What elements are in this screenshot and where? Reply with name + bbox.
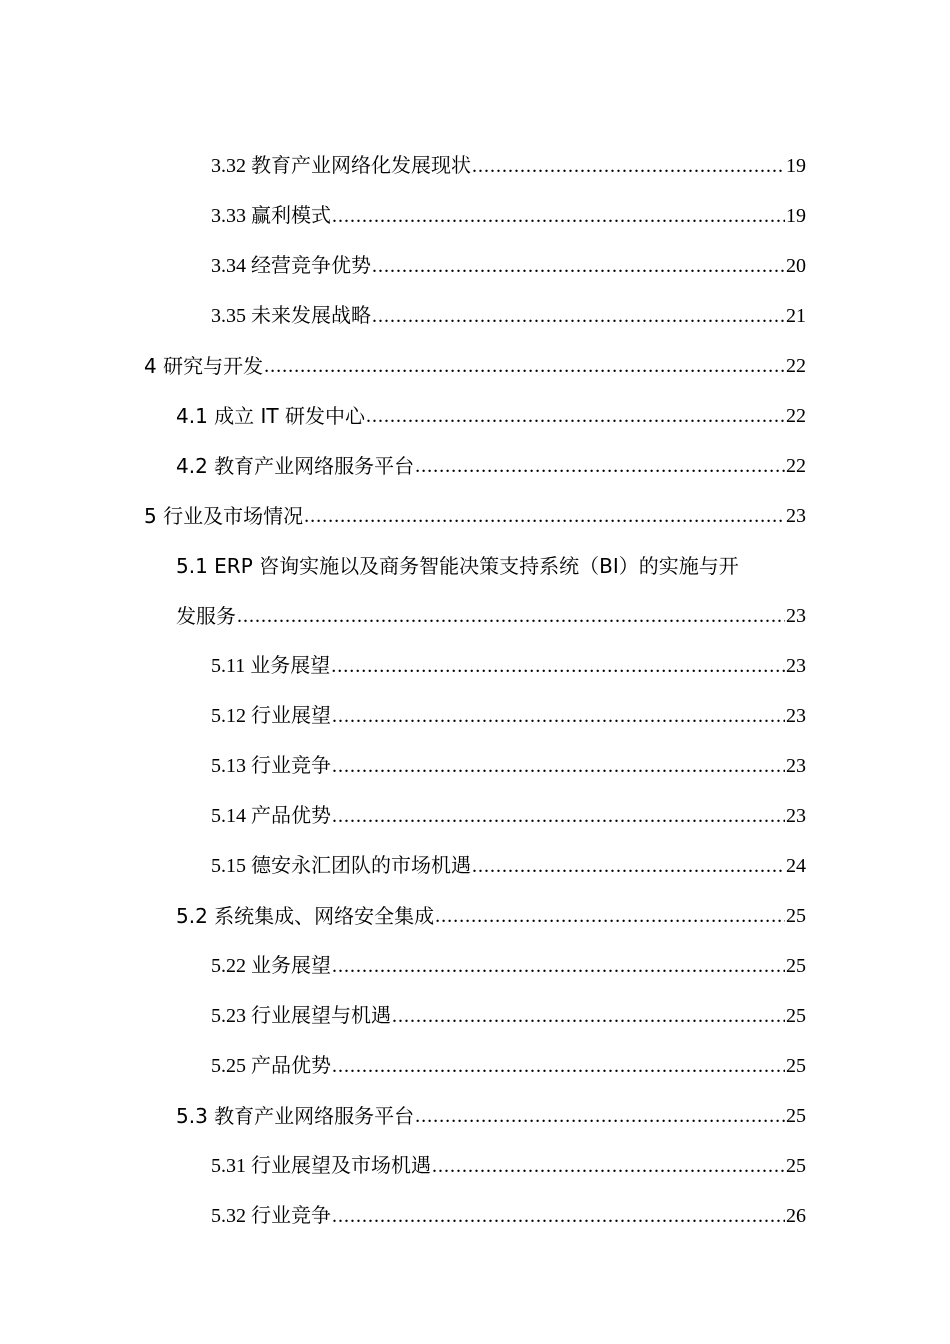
toc-entry[interactable] [211,680,806,730]
toc-entry-title: 3.33 赢利模式 [211,205,331,227]
toc-entry-page: 24 [786,855,806,877]
toc-entry-wrapped-first-line[interactable] [176,530,806,580]
toc-entry-title: 3.35 未来发展战略 [211,305,371,327]
toc-entry-title-line2: 发服务 [176,604,236,628]
dot-leader [415,1102,785,1130]
toc-entry[interactable] [211,630,806,680]
toc-entry-title: 3.32 教育产业网络化发展现状 [211,155,471,177]
toc-entry-page: 23 [786,805,806,827]
dot-leader [264,352,785,380]
toc-entry-page: 21 [786,305,806,327]
toc-entry-page: 19 [786,205,806,227]
dot-leader [472,852,785,880]
dot-leader [372,252,785,280]
toc-entry-page: 22 [786,455,806,477]
dot-leader [304,502,785,530]
toc-entry-title: 5.25 产品优势 [211,1055,331,1077]
toc-entry[interactable] [211,980,806,1030]
dot-leader [237,602,785,630]
toc-entry-page: 25 [786,1005,806,1027]
dot-leader [435,902,785,930]
toc-entry[interactable] [211,180,806,230]
dot-leader [332,202,785,230]
toc-entry-title: 5.11 业务展望 [211,655,331,677]
dot-leader [332,952,785,980]
toc-entry-title: 5.23 行业展望与机遇 [211,1005,391,1027]
dot-leader [332,752,785,780]
toc-entry[interactable] [176,1080,806,1130]
toc-entry-title: 5.3 教育产业网络服务平台 [176,1104,415,1128]
toc-entry-page: 19 [786,155,806,177]
toc-entry-title: 5.13 行业竞争 [211,755,331,777]
dot-leader [332,702,785,730]
toc-entry[interactable] [176,380,806,430]
toc-entry-wrapped-second-line[interactable] [176,580,806,630]
toc-entry[interactable] [176,430,806,480]
toc-entry-title: 5.22 业务展望 [211,955,331,977]
dot-leader [332,1052,785,1080]
toc-entry-title: 5.2 系统集成、网络安全集成 [176,904,435,928]
toc-entry[interactable] [211,280,806,330]
toc-entry-page: 23 [786,755,806,777]
toc-entry-page: 22 [786,405,806,427]
toc-entry-page: 23 [786,605,806,627]
dot-leader [432,1152,785,1180]
toc-entry[interactable] [211,830,806,880]
toc-entry-title: 5.31 行业展望及市场机遇 [211,1155,431,1177]
toc-entry[interactable] [211,130,806,180]
dot-leader [472,152,785,180]
toc-entry[interactable] [176,880,806,930]
toc-entry-page: 25 [786,905,806,927]
toc-entry-title: 5 行业及市场情况 [144,504,304,528]
toc-entry-title: 5.14 产品优势 [211,805,331,827]
toc-entry[interactable] [211,1180,806,1230]
toc-entry-page: 23 [786,655,806,677]
toc-entry-page: 23 [786,505,806,527]
toc-entry-title: 4 研究与开发 [144,354,264,378]
dot-leader [392,1002,785,1030]
toc-entry-page: 25 [786,1155,806,1177]
toc-entry-page: 25 [786,955,806,977]
dot-leader [332,1202,785,1230]
toc-entry[interactable] [211,1030,806,1080]
toc-entry-page: 26 [786,1205,806,1227]
toc-entry-chapter[interactable] [144,330,806,380]
toc-entry-title: 3.34 经营竞争优势 [211,255,371,277]
toc-entry[interactable] [211,1130,806,1180]
dot-leader [331,652,785,680]
toc-entry-title: 4.1 成立 IT 研发中心 [176,404,365,428]
toc-entry[interactable] [211,730,806,780]
toc-entry[interactable] [211,780,806,830]
dot-leader [415,452,785,480]
toc-entry[interactable] [211,230,806,280]
toc-entry[interactable] [211,930,806,980]
dot-leader [332,802,785,830]
toc-entry-page: 25 [786,1105,806,1127]
dot-leader [366,402,785,430]
toc-entry-title: 5.32 行业竞争 [211,1205,331,1227]
toc-entry-page: 25 [786,1055,806,1077]
toc-entry-title: 5.12 行业展望 [211,705,331,727]
dot-leader [372,302,785,330]
toc-entry-page: 23 [786,705,806,727]
toc-entry-title-line1: 5.1 ERP 咨询实施以及商务智能决策支持系统（BI）的实施与开 [176,554,739,578]
toc-entry-page: 22 [786,355,806,377]
toc-entry-page: 20 [786,255,806,277]
toc-entry-title: 5.15 德安永汇团队的市场机遇 [211,855,471,877]
toc-entry-chapter[interactable] [144,480,806,530]
toc-entry-title: 4.2 教育产业网络服务平台 [176,454,415,478]
